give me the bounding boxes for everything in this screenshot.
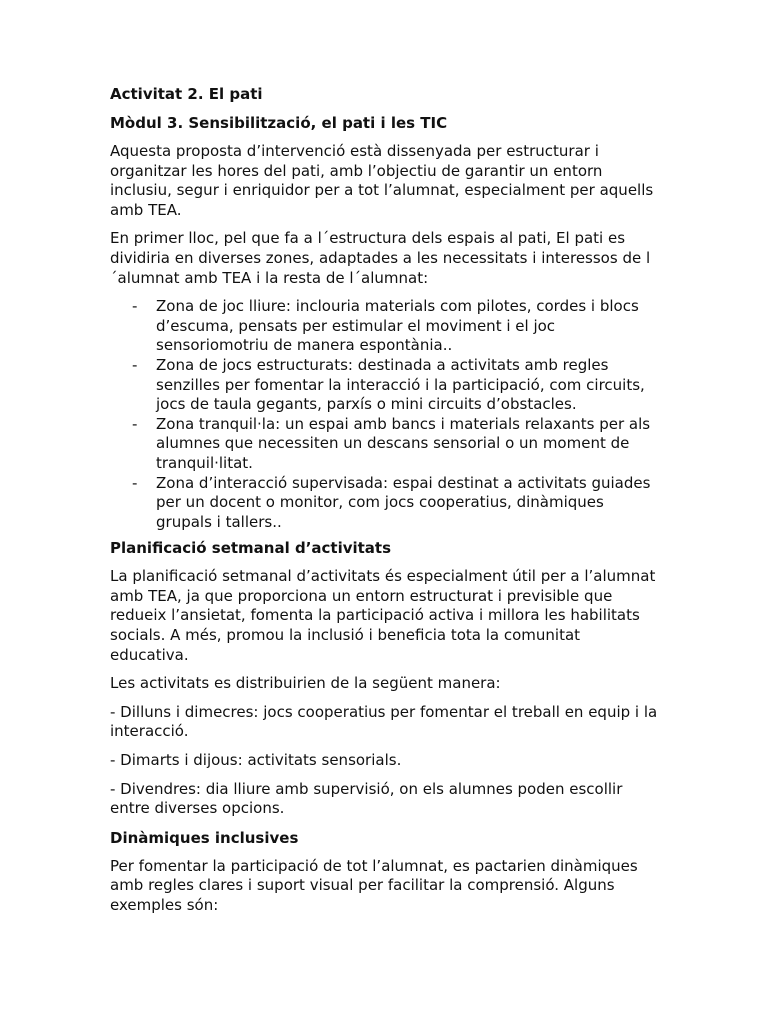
dynamics-paragraph: Per fomentar la participació de tot l’alumnat, es pactarien dinàmiques amb regles clares i suport visual per facilitar la comprensió. Alguns exemples són: <box>110 856 638 914</box>
day-item-tuesday-thursday: - Dimarts i dijous: activitats sensorials. <box>110 751 402 770</box>
bullet-dash: - <box>132 473 138 492</box>
document-page <box>110 84 662 925</box>
planning-paragraph: La planificació setmanal d’activitats és especialment útil per a l’alumnat amb TEA, ja que proporciona un entorn estructurat i previsible que redueix l’ansietat, fomenta la participació activa i millora les habilitats socials. A més, promou la inclusió i beneficia tota la comunitat educativa. <box>110 567 656 664</box>
day-item-monday-wednesday: - Dilluns i dimecres: jocs cooperatius per fomentar el treball en equip i la interacció. <box>110 702 658 741</box>
intro-paragraph: Aquesta proposta d’intervenció està dissenyada per estructurar i organitzar les hores del pati, amb l’objectiu de garantir un entorn inclusiu, segur i enriquidor per a tot l’alumnat, especialment per aquells amb TEA. <box>110 142 654 219</box>
module-title: Mòdul 3. Sensibilització, el pati i les TIC <box>110 114 448 132</box>
zone-text: Zona de joc lliure: inclouria materials com pilotes, cordes i blocs d’escuma, pensats per estimular el moviment i el joc sensoriomotriu de manera espontània.. <box>156 297 639 355</box>
structure-intro-paragraph: En primer lloc, pel que fa a l´estructura dels espais al pati, El pati es dividiria en diverses zones, adaptades a les necessitats i interessos de l´alumnat amb TEA i la resta de l´alumnat: <box>110 229 651 287</box>
document-title: Activitat 2. El pati <box>110 85 263 103</box>
day-item-friday: - Divendres: dia lliure amb supervisió, on els alumnes poden escollir entre diverses opcions. <box>110 779 623 818</box>
zones-list <box>110 297 662 532</box>
list-item <box>110 297 662 356</box>
zone-text: Zona de jocs estructurats: destinada a activitats amb regles senzilles per fomentar la interacció i la participació, com circuits, jocs de taula gegants, parxís o mini circuits d’obstacles. <box>156 355 645 414</box>
list-item <box>110 415 662 474</box>
planning-heading: Planificació setmanal d’activitats <box>110 539 392 558</box>
bullet-dash: - <box>132 355 138 374</box>
zone-text: Zona tranquil·la: un espai amb bancs i materials relaxants per als alumnes que necessiten un descans sensorial o un moment de tranquil·litat. <box>156 414 651 472</box>
zone-text: Zona d’interacció supervisada: espai destinat a activitats guiades per un docent o monitor, com jocs cooperatius, dinàmiques grupals i tallers.. <box>156 473 651 531</box>
dynamics-heading: Dinàmiques inclusives <box>110 828 299 847</box>
list-item <box>110 474 662 533</box>
bullet-dash: - <box>132 297 138 316</box>
list-item <box>110 356 662 415</box>
distribution-intro: Les activitats es distribuirien de la següent manera: <box>110 674 501 693</box>
bullet-dash: - <box>132 414 138 433</box>
